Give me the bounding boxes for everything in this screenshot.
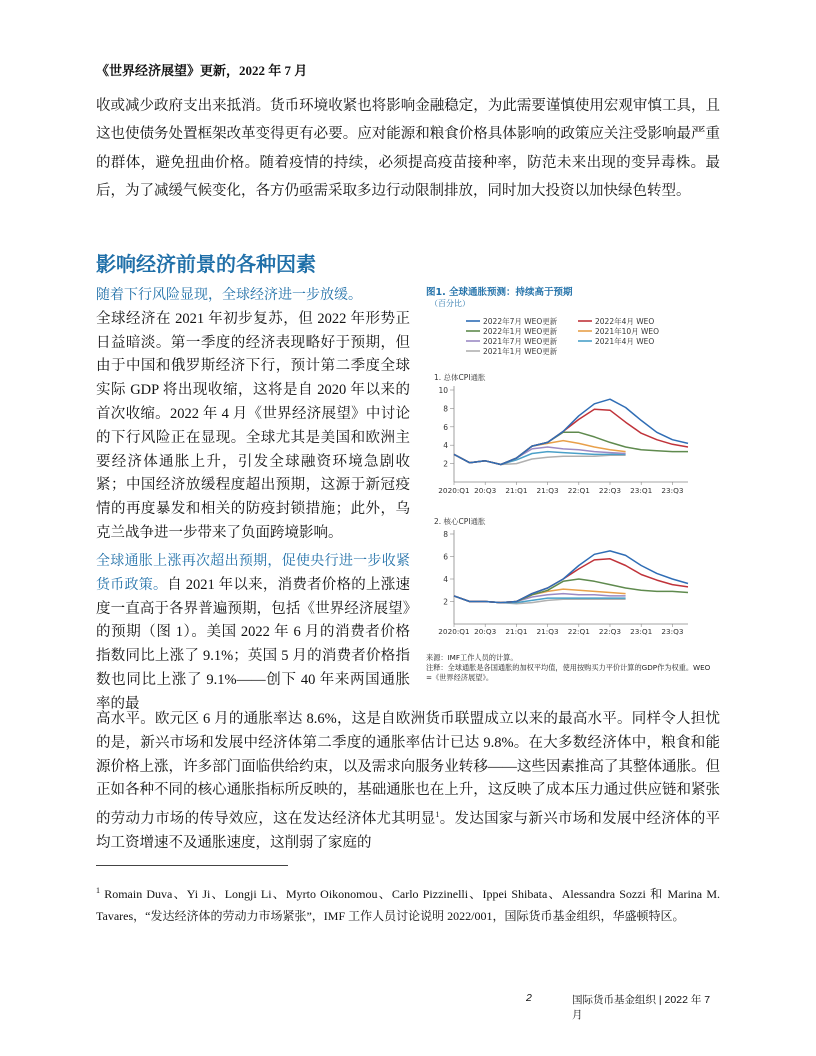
- x-tick-label: 22:Q3: [598, 627, 622, 636]
- chart-svg: [426, 284, 726, 652]
- footnote-text: Romain Duva、Yi Ji、Longji Li、Myrto Oikonomou、Carlo Pizzinelli、Ippei Shibata、Alessandra Sozzi 和 Marina M. Tavares，“发达经济体的劳动力市场紧张”，IMF 工作人员讨论说明 2022/001，国际货币基金组织，华盛顿特区。: [96, 887, 720, 923]
- x-tick-label: 23:Q1: [630, 486, 653, 495]
- figure-unit: （百分比）: [430, 299, 470, 308]
- running-header: 《世界经济展望》更新，2022 年 7 月: [96, 63, 308, 78]
- x-tick-label: 23:Q3: [661, 627, 684, 636]
- y-tick-label: 4: [443, 441, 448, 451]
- y-tick-label: 8: [443, 404, 448, 414]
- paragraph-body: 自 2021 年以来，消费者价格的上涨速度一直高于各界普遍预期，包括《世界经济展望》的预期（图 1）。美国 2022 年 6 月的消费者价格指数同比上涨了 9.1%；英国 5 月的消费者价格指数也同比上涨了 9.1%——创下 40 年来两国通胀率的最: [96, 576, 410, 712]
- legend-label: 2021年4月 WEO: [595, 337, 655, 346]
- intro-paragraph: 收或减少政府支出来抵消。货币环境收紧也将影响金融稳定，为此需要谨慎使用宏观审慎工具，且这也使债务处置框架改革变得更有必要。应对能源和粮食价格具体影响的政策应关注受影响最严重的群体，避免扭曲价格。随着疫情的持续，必须提高疫苗接种率，防范未来出现的变异毒株。最后，为了减缓气候变化，各方仍亟需采取多边行动限制排放，同时加大投资以加快绿色转型。: [96, 98, 720, 200]
- footnote-marker: 1: [96, 886, 100, 895]
- x-tick-label: 23:Q1: [630, 627, 653, 636]
- footer-publisher: 国际货币基金组织 | 2022 年 7 月: [572, 994, 711, 1021]
- paragraph-lead: 全球通胀上涨再次超出预期，促使央行进一步收紧货币政策。: [96, 553, 410, 593]
- footnote-ref[interactable]: 1: [435, 810, 440, 820]
- figure-note-text: 注释：全球通胀是各国通胀的加权平均值，使用按购买力平价计算的GDP作为权重。WEO =《世界经济展望》。: [426, 663, 711, 682]
- figure-source-text: 来源：IMF工作人员的计算。: [426, 653, 518, 662]
- footnote: [96, 880, 720, 927]
- footnote-divider: [96, 865, 288, 866]
- legend-label: 2022年4月 WEO: [595, 317, 655, 326]
- legend-label: 2022年1月 WEO更新: [483, 327, 558, 336]
- series-line: [454, 432, 688, 464]
- figure-1: [426, 284, 726, 704]
- legend-label: 2021年10月 WEO: [595, 327, 660, 336]
- x-tick-label: 2020:Q1: [438, 627, 470, 636]
- panel-title: 1. 总体CPI通胀: [434, 373, 486, 382]
- y-tick-label: 8: [443, 530, 448, 539]
- x-tick-label: 21:Q3: [536, 486, 559, 495]
- y-tick-label: 2: [443, 459, 448, 469]
- panel-title: 2. 核心CPI通胀: [434, 517, 486, 526]
- paragraph-body: 高水平。欧元区 6 月的通胀率达 8.6%，这是自欧洲货币联盟成立以来的最高水平。同样令人担忧的是，新兴市场和发展中经济体第二季度的通胀率估计已达 9.8%。在大多数经济体中，粮食和能源价格上涨，许多部门面临供给约束，以及需求向服务业转移——这些因素推高了其整体通胀。但正如各种不同的核心通胀指标所反映的，基础通胀也在上升，这反映了成本压力通过供应链和紧张的劳动力市场的传导效应，这在发达经济体尤其明显: [96, 711, 720, 828]
- x-tick-label: 2020:Q1: [438, 486, 470, 495]
- paragraph-body-tail: 。发达国家与新兴市场和发展中经济体的平均工资增速不及通胀速度，这削弱了家庭的: [96, 811, 721, 851]
- figure-title: 图1. 全球通胀预测：持续高于预期: [426, 287, 573, 298]
- x-tick-label: 22:Q3: [598, 486, 622, 495]
- y-tick-label: 6: [443, 552, 448, 562]
- x-tick-label: 20:Q3: [474, 486, 497, 495]
- page-number: 2: [526, 992, 532, 1004]
- legend-label: 2021年1月 WEO更新: [483, 347, 558, 356]
- legend-label: 2022年7月 WEO更新: [483, 317, 558, 326]
- paragraph-growth: [96, 284, 410, 546]
- figure-source: [426, 653, 716, 683]
- x-tick-label: 22:Q1: [567, 627, 590, 636]
- section-title: 影响经济前景的各种因素: [96, 252, 316, 276]
- paragraph-inflation-col: [96, 550, 410, 717]
- legend-label: 2021年7月 WEO更新: [483, 337, 558, 346]
- y-tick-label: 2: [443, 597, 448, 607]
- x-tick-label: 20:Q3: [474, 627, 497, 636]
- paragraph-lead: 随着下行风险显现，全球经济进一步放缓。: [96, 287, 362, 303]
- series-line: [454, 454, 626, 464]
- x-tick-label: 23:Q3: [661, 486, 684, 495]
- x-tick-label: 21:Q3: [536, 627, 559, 636]
- y-tick-label: 4: [443, 575, 448, 584]
- x-tick-label: 22:Q1: [567, 486, 590, 495]
- paragraph-body: 全球经济在 2021 年初步复苏，但 2022 年形势正日益暗淡。第一季度的经济表现略好于预期，但由于中国和俄罗斯经济下行，预计第二季度全球实际 GDP 将出现收缩，这将是自 2020 年以来的首次收缩。2022 年 4 月《世界经济展望》中讨论的下行风险正在显现。全球尤其是美国和欧洲主要经济体通胀上升，引发全球融资环境急剧收紧；中国经济放缓程度超出预期，这源于新冠疫情的再度暴发和相关的防疫封锁措施；此外，乌克兰战争进一步带来了负面跨境影响。: [96, 310, 410, 541]
- y-tick-label: 6: [443, 422, 448, 432]
- y-tick-label: 10: [438, 386, 448, 395]
- paragraph-inflation-full: [96, 708, 720, 856]
- x-tick-label: 21:Q1: [505, 486, 528, 495]
- x-tick-label: 21:Q1: [505, 627, 528, 636]
